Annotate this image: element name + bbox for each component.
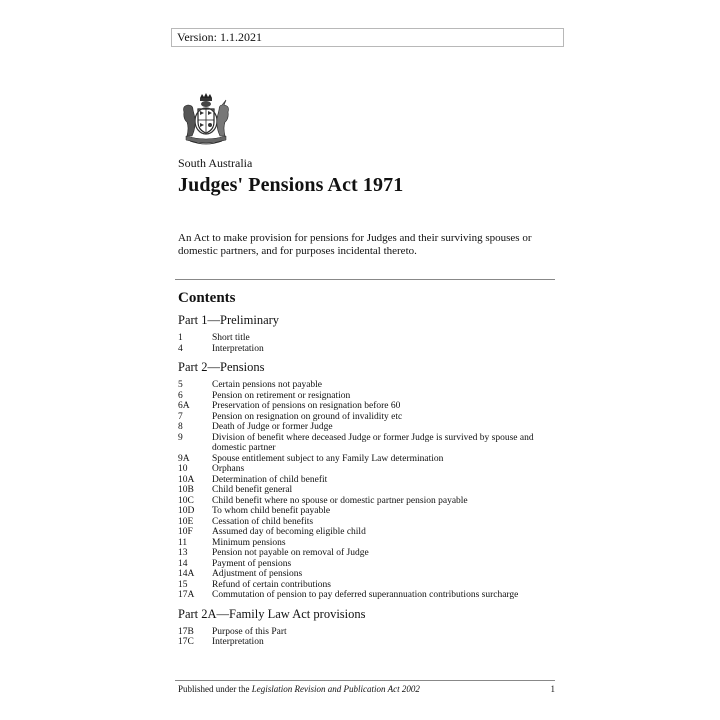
toc-entry-text: Spouse entitlement subject to any Family Law determination (212, 453, 444, 464)
toc-entry[interactable] (178, 527, 558, 538)
toc-entry-number: 17C (178, 637, 194, 647)
toc-entry[interactable] (178, 569, 558, 580)
toc-entry-text: Division of benefit where deceased Judge or former Judge is survived by spouse and domestic partner (212, 432, 534, 453)
toc-entry[interactable] (178, 590, 558, 601)
footer-published-prefix: Published under the (178, 684, 252, 694)
toc-entry-text: Short title (212, 333, 250, 343)
toc-entry-text: Refund of certain contributions (212, 579, 331, 590)
footer-divider (175, 680, 555, 681)
jurisdiction-label: South Australia (178, 156, 253, 170)
toc-entry[interactable] (178, 422, 558, 433)
part-heading-2[interactable]: Part 2—Pensions (178, 360, 265, 374)
toc-entry-number: 6 (178, 390, 183, 401)
footer-published-act: Legislation Revision and Publication Act 2002 (251, 684, 420, 694)
toc-entry-number: 5 (178, 380, 183, 390)
toc-entry-number: 10E (178, 516, 194, 527)
long-title: An Act to make provision for pensions for Judges and their surviving spouses or domestic partners, and for purposes incidental thereto. (178, 232, 532, 257)
toc-entry[interactable] (178, 580, 558, 591)
toc-entry[interactable] (178, 344, 558, 355)
toc-entry-text: Interpretation (212, 343, 264, 354)
toc-entry-text: Minimum pensions (212, 537, 286, 548)
part-heading-1[interactable]: Part 1—Preliminary (178, 313, 280, 327)
toc-entry-number: 1 (178, 333, 183, 343)
toc-entry[interactable] (178, 627, 558, 638)
toc-entry-number: 14A (178, 569, 195, 579)
toc-entry[interactable] (178, 485, 558, 496)
toc-entry[interactable] (178, 391, 558, 402)
toc-entry[interactable] (178, 412, 558, 423)
toc-entry[interactable] (178, 454, 558, 465)
toc-entry-number: 10A (178, 474, 195, 485)
toc-entry-text: Interpretation (212, 637, 264, 647)
toc-entry-text: Certain pensions not payable (212, 380, 323, 390)
toc-entry[interactable] (178, 380, 558, 391)
toc-entry[interactable] (178, 517, 558, 528)
toc-entry-text: Adjustment of pensions (212, 569, 303, 579)
toc-entry-number: 9A (178, 453, 190, 464)
toc-entry-text: Determination of child benefit (212, 474, 328, 485)
toc-entry-number: 6A (178, 401, 190, 411)
toc-entry[interactable] (178, 464, 558, 475)
toc-entry[interactable] (178, 538, 558, 549)
toc-entry-number: 9 (178, 432, 183, 443)
toc-entry[interactable] (178, 333, 558, 344)
toc-entry[interactable] (178, 401, 558, 412)
toc-entry-text: Pension on resignation on ground of invalidity etc (212, 411, 403, 422)
toc-entry-number: 11 (178, 537, 188, 548)
toc-entry-text: Child benefit where no spouse or domestic partner pension payable (212, 495, 468, 506)
contents-heading: Contents (178, 290, 236, 306)
toc-entry-text: Assumed day of becoming eligible child (212, 527, 366, 537)
toc-entry[interactable] (178, 475, 558, 486)
toc-entry-text: Payment of pensions (212, 558, 292, 569)
version-label: Version: 1.1.2021 (171, 28, 564, 47)
toc-entry[interactable] (178, 637, 558, 648)
toc-entry-number: 8 (178, 422, 183, 432)
toc-entry-number: 10C (178, 495, 194, 506)
toc-entry[interactable] (178, 559, 558, 570)
part-heading-2a[interactable]: Part 2A—Family Law Act provisions (178, 606, 366, 621)
act-title: Judges' Pensions Act 1971 (178, 174, 404, 196)
toc-entry-number: 10B (178, 485, 194, 495)
toc-entry-number: 7 (178, 411, 183, 422)
divider (175, 279, 555, 280)
toc-entry-text: Cessation of child benefits (212, 516, 314, 527)
toc-entry-text: Child benefit general (212, 485, 293, 495)
toc-entry-number: 17B (178, 626, 194, 637)
footer-publication-note (178, 684, 420, 694)
toc-entry-text: Preservation of pensions on resignation before 60 (212, 401, 401, 411)
toc-entry[interactable] (178, 506, 558, 517)
toc-entry-number: 10F (178, 527, 193, 537)
table-of-contents (178, 311, 558, 648)
toc-entry-number: 14 (178, 558, 188, 569)
page-number: 1 (550, 684, 555, 694)
toc-entry-text: To whom child benefit payable (212, 506, 331, 516)
toc-entry-text: Orphans (212, 464, 245, 474)
page-footer (178, 684, 555, 694)
toc-entry[interactable] (178, 433, 558, 454)
toc-entry-number: 13 (178, 548, 188, 558)
toc-entry[interactable] (178, 496, 558, 507)
toc-entry-text: Commutation of pension to pay deferred superannuation contributions surcharge (212, 590, 519, 600)
toc-entry-number: 10 (178, 464, 188, 474)
toc-entry-number: 15 (178, 579, 188, 590)
royal-coat-of-arms-icon (178, 92, 234, 148)
toc-entry-number: 10D (178, 506, 195, 516)
toc-entry-number: 4 (178, 343, 183, 354)
toc-entry[interactable] (178, 548, 558, 559)
toc-entry-text: Pension not payable on removal of Judge (212, 548, 369, 558)
toc-entry-text: Purpose of this Part (212, 626, 287, 637)
toc-entry-number: 17A (178, 590, 195, 600)
toc-entry-text: Death of Judge or former Judge (212, 422, 333, 432)
toc-entry-text: Pension on retirement or resignation (212, 390, 351, 401)
